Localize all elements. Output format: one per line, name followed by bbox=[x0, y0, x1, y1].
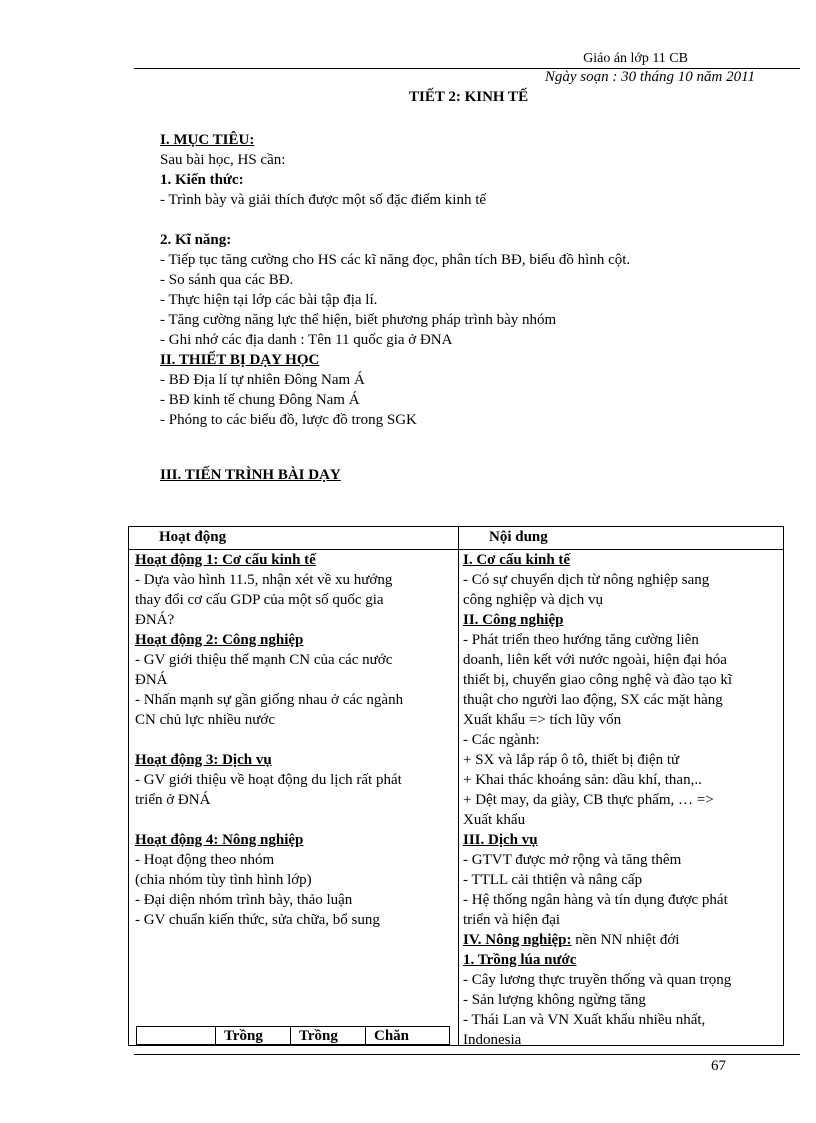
knowledge-heading: 1. Kiến thức: bbox=[160, 172, 244, 188]
activity-line: triển ở ĐNÁ bbox=[135, 792, 211, 808]
content-line: công nghiệp và dịch vụ bbox=[463, 592, 603, 608]
content-line: Indonesia bbox=[463, 1032, 522, 1048]
subtable-header-cell: Chăn bbox=[365, 1027, 444, 1044]
spacer bbox=[135, 810, 453, 830]
content-line: Xuất khẩu => tích lũy vốn bbox=[463, 712, 622, 728]
footer-divider bbox=[134, 1054, 800, 1055]
activity-title-text: Hoạt động 2: Công nghiệp bbox=[135, 632, 304, 648]
skills-item: - Tăng cường năng lực thể hiện, biết phương pháp trình bày nhóm bbox=[160, 312, 557, 328]
content-line: - TTLL cải thtiện và nâng cấp bbox=[463, 872, 643, 888]
lesson-body bbox=[160, 130, 800, 430]
content-4-subtitle: 1. Trồng lúa nước bbox=[463, 952, 577, 968]
column-header-activity: Hoạt động bbox=[159, 529, 227, 545]
activity-line: ĐNÁ bbox=[135, 672, 168, 688]
course-label: Giáo án lớp 11 CB bbox=[583, 51, 688, 66]
date-line: Ngày soạn : 30 tháng 10 năm 2011 bbox=[544, 69, 755, 85]
activity-4-title bbox=[135, 830, 453, 850]
skills-item: - So sánh qua các BĐ. bbox=[160, 272, 294, 288]
skills-heading: 2. Kĩ năng: bbox=[160, 232, 232, 248]
objectives-heading: I. MỤC TIÊU: bbox=[160, 132, 255, 148]
skills-item: - Tiếp tục tăng cường cho HS các kĩ năng đọc, phân tích BĐ, biểu đồ hình cột. bbox=[160, 252, 631, 268]
activity-line: - GV giới thiệu về hoạt động du lịch rất phát bbox=[135, 772, 402, 788]
equipment-item: - BĐ kinh tế chung Đông Nam Á bbox=[160, 392, 360, 408]
content-line: thuật cho người lao động, SX các mặt hàng bbox=[463, 692, 723, 708]
content-line: thiết bị, chuyển giao công nghệ và đào tạo kĩ bbox=[463, 672, 733, 688]
content-line: - Các ngành: bbox=[463, 732, 540, 748]
column-divider bbox=[458, 527, 459, 1045]
column-header-content: Nội dung bbox=[489, 529, 548, 545]
content-line: + SX và lắp ráp ô tô, thiết bị điện tử bbox=[463, 752, 680, 768]
knowledge-item: - Trình bày và giải thích được một số đặc điểm kinh tế bbox=[160, 192, 487, 208]
content-line: - GTVT được mở rộng và tăng thêm bbox=[463, 852, 682, 868]
lesson-title: TIẾT 2: KINH TẾ bbox=[409, 89, 529, 105]
activity-line: (chia nhóm tùy tình hình lớp) bbox=[135, 872, 312, 888]
activity-line: - Dựa vào hình 11.5, nhận xét về xu hướng bbox=[135, 572, 393, 588]
activity-line: - Hoạt động theo nhóm bbox=[135, 852, 275, 868]
skills-item: - Ghi nhớ các địa danh : Tên 11 quốc gia ở ĐNA bbox=[160, 332, 453, 348]
lesson-table bbox=[128, 526, 784, 1046]
content-line: triển và hiện đại bbox=[463, 912, 561, 928]
content-4-suffix: nền NN nhiệt đới bbox=[571, 932, 680, 948]
activity-line: - GV chuẩn kiến thức, sửa chữa, bổ sung bbox=[135, 912, 380, 928]
content-4-title-line bbox=[463, 930, 781, 950]
activity-1-title bbox=[135, 550, 453, 570]
activity-line: - GV giới thiệu thế mạnh CN của các nước bbox=[135, 652, 393, 668]
content-line: + Dệt may, da giày, CB thực phẩm, … => bbox=[463, 792, 714, 808]
activity-3-title bbox=[135, 750, 453, 770]
content-line: - Có sự chuyển dịch từ nông nghiệp sang bbox=[463, 572, 710, 588]
activity-column bbox=[135, 550, 453, 930]
activity-line: CN chủ lực nhiều nước bbox=[135, 712, 275, 728]
content-line: - Thái Lan và VN Xuất khẩu nhiều nhất, bbox=[463, 1012, 706, 1028]
equipment-item: - Phóng to các biểu đồ, lược đồ trong SGK bbox=[160, 412, 417, 428]
skills-item: - Thực hiện tại lớp các bài tập địa lí. bbox=[160, 292, 378, 308]
content-line: doanh, liên kết với nước ngoài, hiện đại hóa bbox=[463, 652, 727, 668]
spacer bbox=[160, 210, 800, 230]
content-line: - Sản lượng không ngừng tăng bbox=[463, 992, 646, 1008]
content-column bbox=[463, 550, 781, 1050]
process-heading: III. TIẾN TRÌNH BÀI DẠY bbox=[160, 467, 341, 483]
agriculture-subtable bbox=[136, 1026, 450, 1045]
subtable-header-cell: Trồng bbox=[290, 1027, 365, 1044]
content-1-title: I. Cơ cấu kinh tế bbox=[463, 552, 571, 568]
spacer bbox=[135, 730, 453, 750]
content-2-title: II. Công nghiệp bbox=[463, 612, 564, 628]
subtable-header-cell: Trồng bbox=[215, 1027, 290, 1044]
content-line: - Phát triển theo hướng tăng cường liên bbox=[463, 632, 699, 648]
equipment-heading: II. THIẾT BỊ DẠY HỌC bbox=[160, 352, 320, 368]
activity-line: ĐNÁ? bbox=[135, 612, 175, 628]
activity-title-text: Hoạt động 4: Nông nghiệp bbox=[135, 832, 304, 848]
activity-title-text: Hoạt động 1: Cơ cấu kinh tế bbox=[135, 552, 316, 568]
activity-title-text: Hoạt động 3: Dịch vụ bbox=[135, 752, 272, 768]
content-line: + Khai thác khoáng sản: dầu khí, than,.. bbox=[463, 772, 702, 788]
activity-line: - Nhấn mạnh sự gần giống nhau ở các ngành bbox=[135, 692, 404, 708]
content-line: - Cây lương thực truyền thống và quan trọng bbox=[463, 972, 732, 988]
equipment-item: - BĐ Địa lí tự nhiên Đông Nam Á bbox=[160, 372, 365, 388]
content-line: - Hệ thống ngân hàng và tín dụng được phát bbox=[463, 892, 728, 908]
page-number: 67 bbox=[711, 1058, 726, 1074]
objectives-intro: Sau bài học, HS cần: bbox=[160, 152, 286, 168]
content-3-title: III. Dịch vụ bbox=[463, 832, 538, 848]
activity-line: - Đại diện nhóm trình bày, thảo luận bbox=[135, 892, 353, 908]
content-line: Xuất khẩu bbox=[463, 812, 526, 828]
activity-line: thay đổi cơ cấu GDP của một số quốc gia bbox=[135, 592, 384, 608]
content-4-title: IV. Nông nghiệp: bbox=[463, 932, 572, 948]
activity-2-title bbox=[135, 630, 453, 650]
